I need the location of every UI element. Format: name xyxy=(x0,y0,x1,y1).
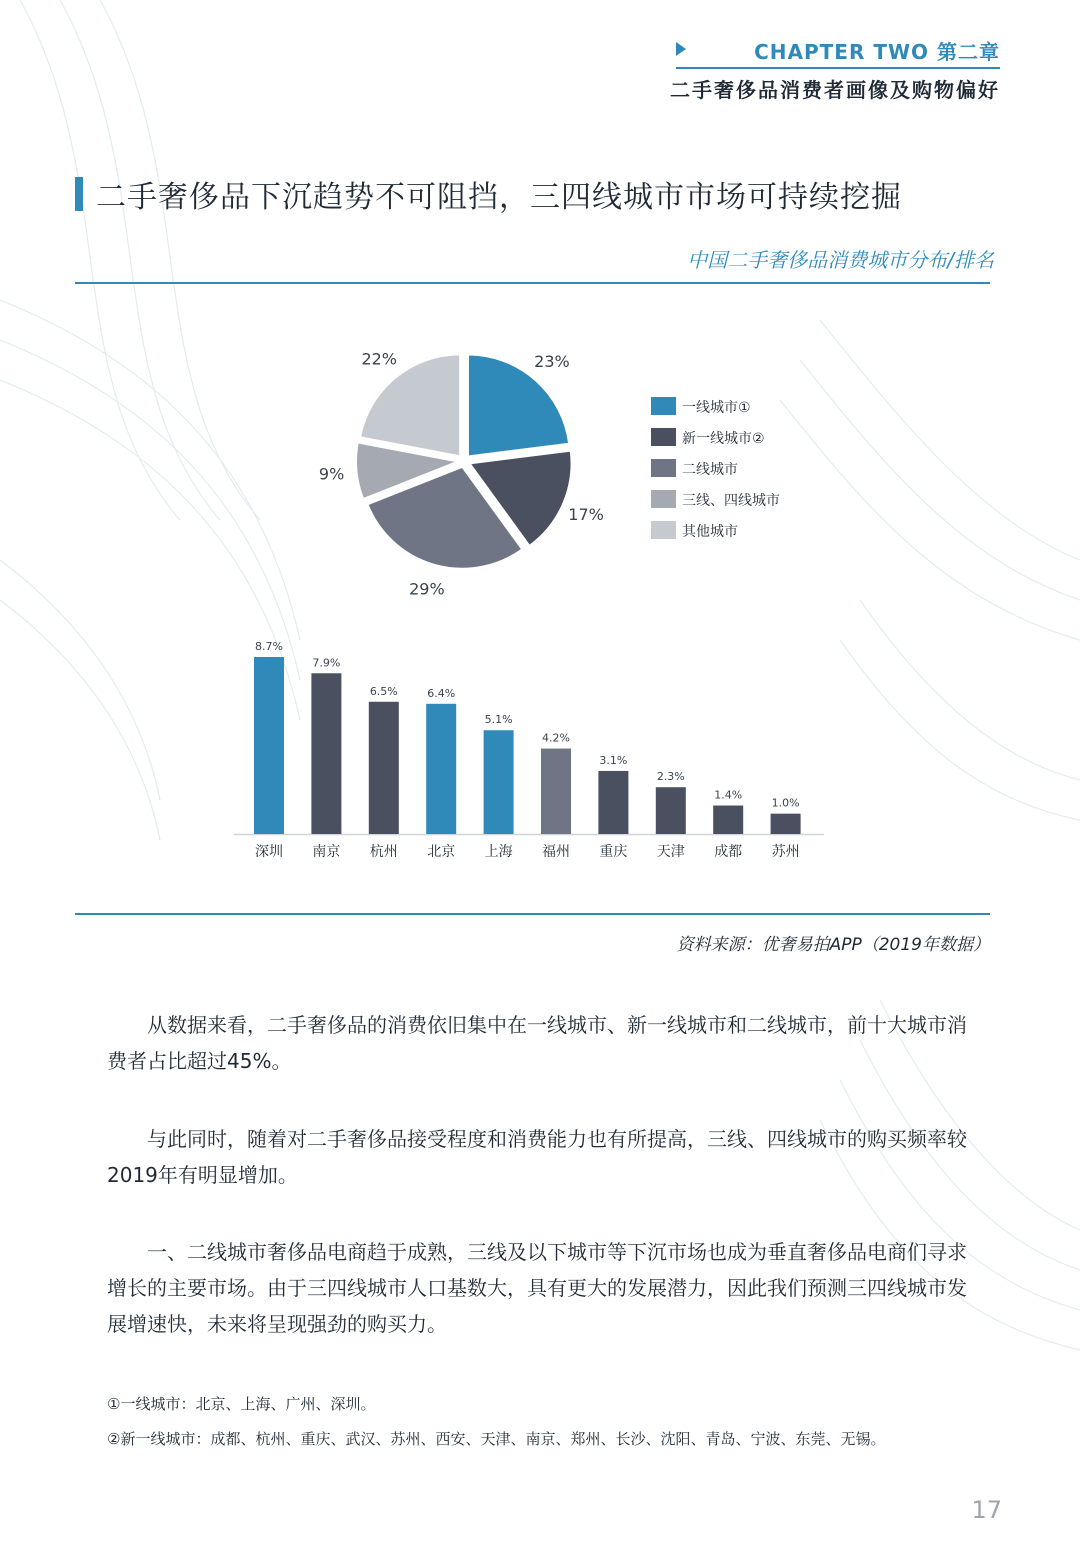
bar-value-label: 3.1% xyxy=(599,753,628,767)
bar-category-label: 成都 xyxy=(714,844,743,860)
bar-value-label: 8.7% xyxy=(255,640,283,653)
legend-swatch xyxy=(651,397,676,415)
bar-value-label: 1.4% xyxy=(714,788,743,802)
section-title: 二手奢侈品下沉趋势不可阻挡，三四线城市市场可持续挖掘 xyxy=(96,180,902,215)
legend-label: 二线城市 xyxy=(682,462,738,478)
bar xyxy=(598,771,628,834)
bar xyxy=(369,702,399,834)
body-paragraph-3: 一、二线城市奢侈品电商趋于成熟，三线及以下城市等下沉市场也成为垂直奢侈品电商们寻求增长的主要市场。由于三四线城市人口基数大，具有更大的发展潜力，因此我们预测三四线城市发展增速快，未来将呈现强劲的购买力。 xyxy=(107,1240,967,1336)
bar-value-label: 2.3% xyxy=(656,770,685,784)
figure-caption: 中国二手奢侈品消费城市分布/排名 xyxy=(687,248,994,272)
chapter-subtitle: 二手奢侈品消费者画像及购物偏好 xyxy=(670,78,1000,102)
bar-chart xyxy=(234,640,824,860)
body-paragraph-1: 从数据来看，二手奢侈品的消费依旧集中在一线城市、新一线城市和二线城市，前十大城市消费者占比超过45%。 xyxy=(107,1013,967,1073)
bar-category-label: 深圳 xyxy=(255,844,283,860)
bar xyxy=(484,730,514,834)
bar-category-label: 福州 xyxy=(542,844,570,860)
bar xyxy=(771,814,801,834)
bar-category-label: 重庆 xyxy=(599,844,628,860)
legend-label: 其他城市 xyxy=(682,524,738,540)
bar-value-label: 7.9% xyxy=(312,656,341,670)
bar-value-label: 6.4% xyxy=(427,686,456,700)
pie-legend xyxy=(651,397,780,540)
legend-label: 三线、四线城市 xyxy=(682,493,780,509)
legend-swatch xyxy=(651,428,676,446)
legend-swatch xyxy=(651,521,676,539)
pie-label: 22% xyxy=(361,349,398,369)
bar-category-label: 杭州 xyxy=(369,844,398,860)
footnote-2: ②新一线城市：成都、杭州、重庆、武汉、苏州、西安、天津、南京、郑州、长沙、沈阳、青岛、宁波、东莞、无锡。 xyxy=(107,1430,886,1448)
bar xyxy=(311,673,341,834)
legend-swatch xyxy=(651,490,676,508)
figure-bottom-rule xyxy=(75,913,990,915)
chapter-label: CHAPTER TWO 第二章 xyxy=(754,40,1000,64)
bar-category-label: 苏州 xyxy=(771,844,800,860)
bar-value-label: 6.5% xyxy=(369,684,398,698)
bar-category-label: 天津 xyxy=(656,844,685,860)
pie-slice xyxy=(360,354,460,456)
body-paragraph-2: 与此同时，随着对二手奢侈品接受程度和消费能力也有所提高，三线、四线城市的购买频率较2019年有明显增加。 xyxy=(107,1127,967,1187)
bar-category-label: 上海 xyxy=(484,844,513,860)
bar-category-label: 南京 xyxy=(312,844,341,860)
pie-label: 9% xyxy=(318,464,345,484)
bar xyxy=(541,749,571,834)
pie-chart xyxy=(319,350,604,599)
bar-value-label: 4.2% xyxy=(542,731,570,745)
legend-label: 一线城市① xyxy=(682,400,751,416)
footnote-1: ①一线城市：北京、上海、广州、深圳。 xyxy=(107,1395,376,1413)
bar xyxy=(254,657,284,834)
bar-value-label: 5.1% xyxy=(484,713,513,727)
pie-label: 23% xyxy=(534,352,570,372)
page-number: 17 xyxy=(971,1496,1002,1524)
bar-category-label: 北京 xyxy=(427,844,456,860)
bar xyxy=(656,787,686,834)
bar xyxy=(426,704,456,834)
pie-label: 29% xyxy=(409,579,445,599)
pie-label: 17% xyxy=(568,504,604,524)
legend-label: 新一线城市② xyxy=(682,431,765,447)
bar-value-label: 1.0% xyxy=(771,796,800,810)
source-note: 资料来源：优奢易拍APP（2019年数据） xyxy=(676,935,990,955)
bar xyxy=(713,806,743,834)
legend-swatch xyxy=(651,459,676,477)
